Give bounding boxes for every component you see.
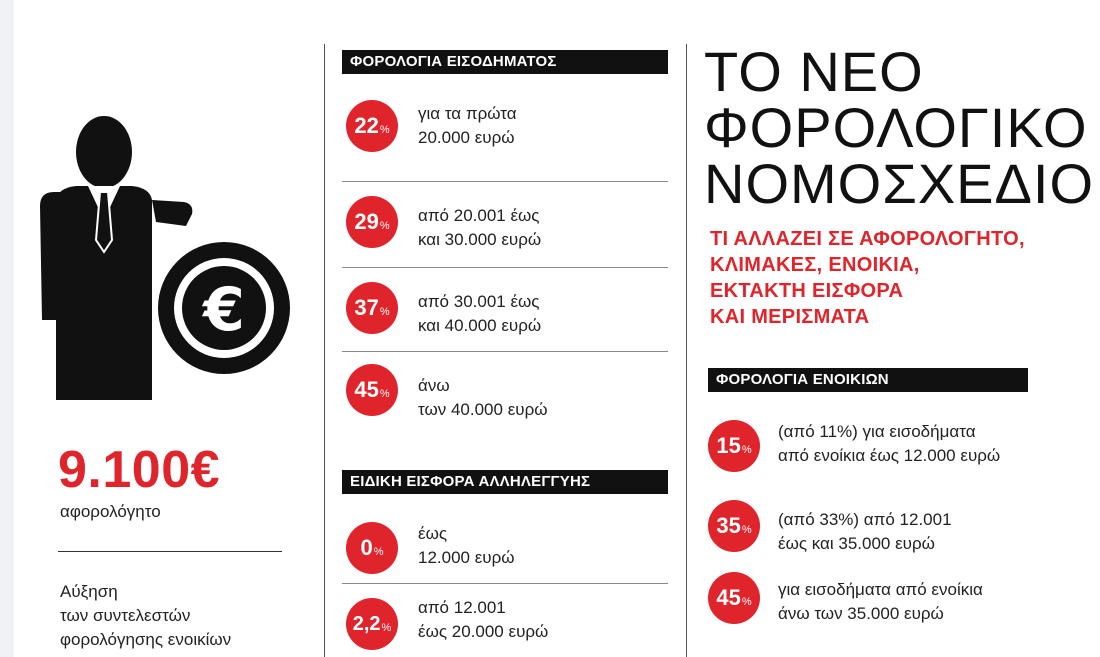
income-row-3-line2: και 40.000 ευρώ [418, 316, 542, 335]
column-separator-right [686, 44, 687, 657]
income-row-4-line1: άνω [418, 376, 450, 395]
row-divider [342, 583, 668, 584]
row-divider [342, 351, 668, 352]
note-line-2: των συντελεστών [60, 606, 191, 625]
subtitle-line-2: ΚΛΙΜΑΚΕΣ, ΕΝΟΙΚΙΑ, [710, 254, 920, 276]
svg-text:€: € [203, 275, 245, 345]
page-title-line-3: ΝΟΜΟΣΧΕΔΙΟ [704, 152, 1095, 215]
rent-row-3-line1: για εισοδήματα από ενοίκια [778, 580, 983, 599]
subtitle-line-3: ΕΚΤΑΚΤΗ ΕΙΣΦΟΡΑ [710, 280, 904, 302]
rent-row-3-line2: άνω των 35.000 ευρώ [778, 604, 944, 623]
rent-rate-badge-3: 45 % [708, 572, 760, 624]
tax-free-amount: 9.100€ [58, 441, 221, 499]
solidarity-rate-badge-1: 0 % [346, 522, 398, 574]
rent-row-1-line1: (από 11%) για εισοδήματα [778, 422, 976, 441]
income-row-3-line1: από 30.001 έως [418, 292, 540, 311]
page-title-line-2: ΦΟΡΟΛΟΓΙΚΟ [704, 96, 1088, 159]
solidarity-row-1-line1: έως [418, 524, 448, 543]
solidarity-row-2-line1: από 12.001 [418, 598, 506, 617]
page-title-line-1: ΤΟ ΝΕΟ [704, 40, 924, 103]
subtitle-line-1: ΤΙ ΑΛΛΑΖΕΙ ΣΕ ΑΦΟΡΟΛΟΓΗΤΟ, [710, 228, 1025, 250]
rent-tax-heading: ΦΟΡΟΛΟΓΙΑ ΕΝΟΙΚΙΩΝ [708, 368, 1028, 392]
row-divider [342, 267, 668, 268]
divider [58, 551, 282, 552]
income-row-4-line2: των 40.000 ευρώ [418, 400, 548, 419]
solidarity-heading: ΕΙΔΙΚΗ ΕΙΣΦΟΡΑ ΑΛΛΗΛΕΓΓΥΗΣ [342, 470, 668, 494]
income-rate-badge-1: 22 % [346, 100, 398, 152]
income-rate-badge-2: 29 % [346, 196, 398, 248]
subtitle-line-4: ΚΑΙ ΜΕΡΙΣΜΑΤΑ [710, 306, 870, 328]
left-margin-strip [0, 0, 14, 657]
rent-row-2-line1: (από 33%) από 12.001 [778, 510, 952, 529]
income-row-1-line1: για τα πρώτα [418, 104, 517, 123]
solidarity-rate-badge-2: 2,2 % [346, 598, 398, 650]
rent-row-1-line2: από ενοίκια έως 12.000 ευρώ [778, 446, 1001, 465]
income-tax-heading: ΦΟΡΟΛΟΓΙΑ ΕΙΣΟΔΗΜΑΤΟΣ [342, 50, 668, 74]
income-rate-badge-4: 45 % [346, 364, 398, 416]
note-line-3: φορολόγησης ενοικίων [60, 630, 232, 649]
solidarity-row-2-line2: έως 20.000 ευρώ [418, 622, 549, 641]
rent-rate-badge-2: 35 % [708, 500, 760, 552]
solidarity-row-1-line2: 12.000 ευρώ [418, 548, 515, 567]
rent-rate-badge-1: 15 % [708, 420, 760, 472]
income-rate-badge-3: 37 % [346, 282, 398, 334]
income-row-2-line2: και 30.000 ευρώ [418, 230, 542, 249]
rent-row-2-line2: έως και 35.000 ευρώ [778, 534, 935, 553]
column-separator-left [324, 44, 325, 657]
row-divider [342, 181, 668, 182]
income-row-1-line2: 20.000 ευρώ [418, 128, 515, 147]
tax-free-label: αφορολόγητο [60, 502, 161, 521]
businessman-euro-icon [36, 100, 296, 410]
income-row-2-line1: από 20.001 έως [418, 206, 540, 225]
note-line-1: Αύξηση [60, 582, 118, 601]
